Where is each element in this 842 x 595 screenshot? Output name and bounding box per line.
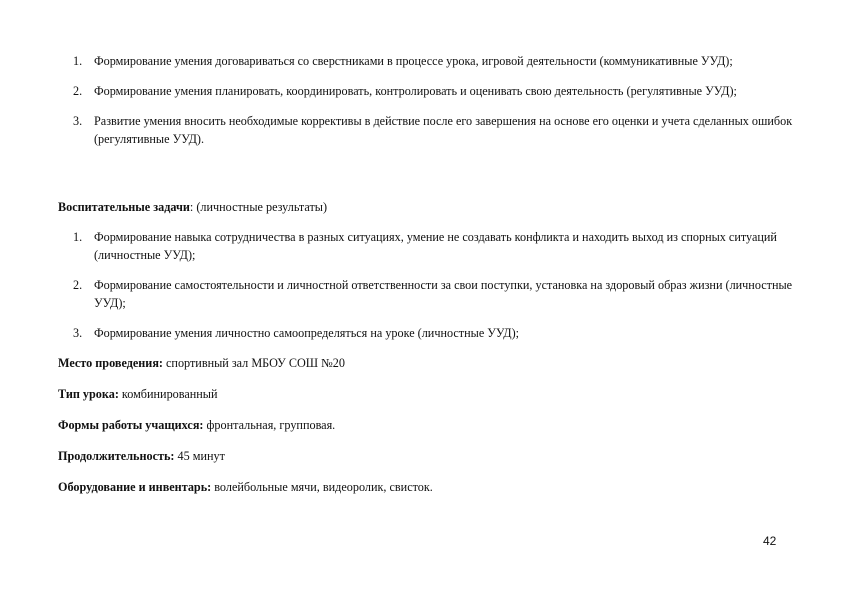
list-item-number: 1. (73, 54, 83, 68)
work-forms-value: фронтальная, групповая. (203, 418, 336, 432)
list-item-text: Формирование самостоятельности и личностной ответственности за свои поступки, установка на здоровый образ жизни (личностные УУД); (94, 278, 793, 310)
list-item (0, 112, 794, 148)
list-item-text: Формирование умения договариваться со сверстниками в процессе урока, игровой деятельности (коммуникативные УУД); (94, 54, 733, 68)
educational-tasks-heading (58, 198, 327, 216)
list-item (0, 52, 794, 70)
list-item-text: Формирование умения личностно самоопределяться на уроке (личностные УУД); (94, 326, 520, 340)
list-item (0, 324, 794, 342)
duration-label: Продолжительность: (58, 449, 175, 463)
educational-tasks-list (0, 228, 794, 342)
list-item (0, 228, 794, 264)
developmental-tasks-list (0, 52, 794, 148)
educational-tasks-label: Воспитательные задачи (58, 200, 190, 214)
lesson-type-value: комбинированный (118, 387, 218, 401)
educational-tasks-note: : (личностные результаты) (189, 200, 328, 214)
place-value: спортивный зал МБОУ СОШ №20 (162, 356, 345, 370)
page-number: 42 (763, 534, 777, 548)
duration-value: 45 минут (174, 449, 225, 463)
work-forms-field (58, 416, 335, 434)
list-item (0, 276, 794, 312)
lesson-type-field (58, 385, 218, 403)
list-item-text: Формирование навыка сотрудничества в разных ситуациях, умение не создавать конфликта и находить выход из спорных ситуаций (личностные УУД); (94, 230, 777, 262)
lesson-type-label: Тип урока: (58, 387, 119, 401)
list-item-number: 1. (73, 230, 83, 244)
place-label: Место проведения: (58, 356, 163, 370)
list-item-number: 2. (73, 278, 83, 292)
list-item-number: 3. (73, 326, 83, 340)
list-item-text: Формирование умения планировать, координировать, контролировать и оценивать свою деятельность (регулятивные УУД); (94, 84, 737, 98)
place-field (58, 354, 345, 372)
list-item-number: 2. (73, 84, 83, 98)
equipment-field (58, 478, 433, 496)
work-forms-label: Формы работы учащихся: (58, 418, 204, 432)
list-item (0, 82, 794, 100)
list-item-text: Развитие умения вносить необходимые коррективы в действие после его завершения на основе его оценки и учета сделанных ошибок (регулятивные УУД). (94, 114, 793, 146)
list-item-number: 3. (73, 114, 83, 128)
equipment-value: волейбольные мячи, видеоролик, свисток. (211, 480, 433, 494)
duration-field (58, 447, 225, 465)
equipment-label: Оборудование и инвентарь: (58, 480, 212, 494)
